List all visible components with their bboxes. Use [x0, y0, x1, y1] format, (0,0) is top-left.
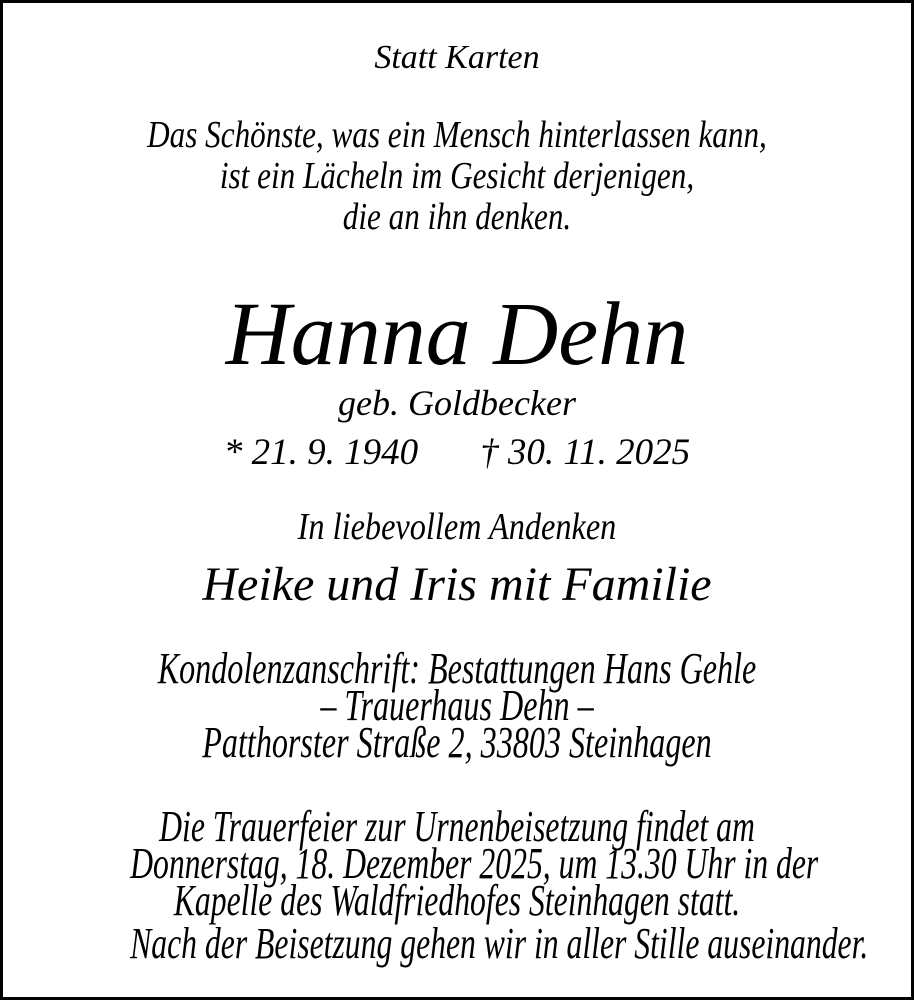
epigraph-line-3: die an ihn denken. — [342, 196, 572, 238]
deceased-birth-name: geb. Goldbecker — [338, 383, 576, 423]
birth-date: * 21. 9. 1940 — [223, 432, 419, 473]
condolence-line-3: Patthorster Straße 2, 33803 Steinhagen — [202, 718, 712, 767]
service-line-1: Die Trauerfeier zur Urnenbeisetzung findet am — [159, 802, 755, 851]
condolence-line-2: – Trauerhaus Dehn – — [320, 681, 594, 730]
life-dates — [3, 433, 911, 473]
service-line-3: Kapelle des Waldfriedhofes Steinhagen statt. — [173, 876, 741, 925]
epigraph-line-1: Das Schönste, was ein Mensch hinterlassen kann, — [147, 114, 767, 156]
funeral-service-info — [3, 802, 911, 925]
deceased-name: Hanna Dehn — [225, 285, 689, 384]
mourners-line: Heike und Iris mit Familie — [202, 558, 712, 611]
service-line-2: Donnerstag, 18. Dezember 2025, um 13.30 Uhr in der — [130, 839, 819, 888]
condolence-line-1: Kondolenzanschrift: Bestattungen Hans Gehle — [157, 644, 757, 693]
memorial-intro-text: In liebevollem Andenken — [297, 506, 617, 548]
epigraph-line-2: ist ein Lächeln im Gesicht derjenigen, — [219, 155, 695, 197]
memorial-intro — [3, 507, 911, 547]
closing-line-text: Nach der Beisetzung gehen wir in aller Stille auseinander. — [130, 919, 869, 968]
epigraph — [3, 115, 911, 238]
closing-line — [3, 919, 911, 968]
preheader-statt-karten: Statt Karten — [374, 39, 540, 76]
condolence-address — [3, 644, 911, 767]
death-date: † 30. 11. 2025 — [480, 432, 691, 473]
